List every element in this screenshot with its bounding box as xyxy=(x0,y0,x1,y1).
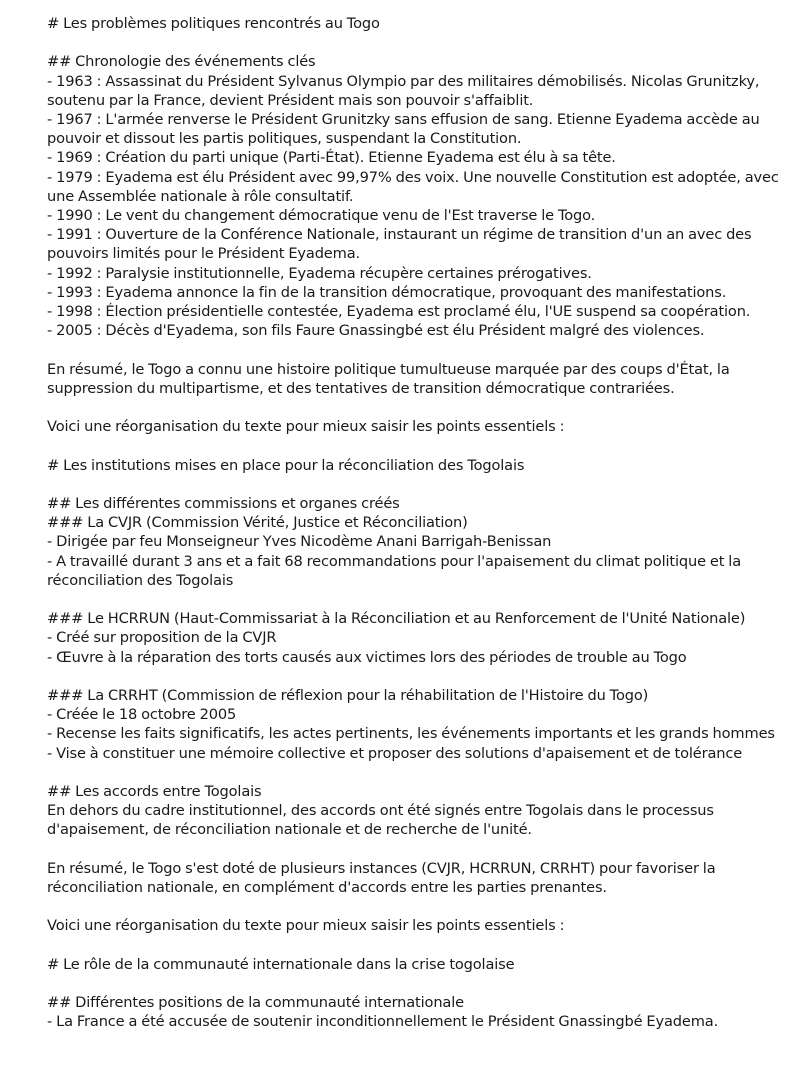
text-line: - Recense les faits significatifs, les actes pertinents, les événements importants et les grands hommes xyxy=(47,725,775,743)
text-line: - Créée le 18 octobre 2005 xyxy=(47,706,237,724)
text-line: ## Différentes positions de la communauté internationale xyxy=(47,994,464,1012)
blank-line xyxy=(47,667,787,686)
text-line: En résumé, le Togo a connu une histoire politique tumultueuse marquée par des coups d'État, la suppression du multipartisme, et des tentatives de transition démocratique contrariées. xyxy=(47,360,734,397)
blank-line xyxy=(47,475,787,494)
text-line: # Le rôle de la communauté internationale dans la crise togolaise xyxy=(47,955,515,973)
text-line: - 1979 : Eyadema est élu Président avec 99,97% des voix. Une nouvelle Constitution est adoptée, avec une Assemblée nationale à rôle consultatif. xyxy=(47,168,783,205)
text-line: - 1969 : Création du parti unique (Parti-État). Etienne Eyadema est élu à sa tête. xyxy=(47,149,616,167)
text-line: ### La CVJR (Commission Vérité, Justice et Réconciliation) xyxy=(47,514,468,532)
blank-line xyxy=(47,974,787,993)
blank-line xyxy=(47,340,787,359)
text-line: - Œuvre à la réparation des torts causés aux victimes lors des périodes de trouble au Togo xyxy=(47,648,687,666)
text-line: - A travaillé durant 3 ans et a fait 68 recommandations pour l'apaisement du climat politique et la réconciliation des Togolais xyxy=(47,552,745,589)
text-line: - Vise à constituer une mémoire collective et proposer des solutions d'apaisement et de tolérance xyxy=(47,744,743,762)
blank-line xyxy=(47,590,787,609)
text-line: - 2005 : Décès d'Eyadema, son fils Faure Gnassingbé est élu Président malgré des violences. xyxy=(47,322,705,340)
text-line: En résumé, le Togo s'est doté de plusieurs instances (CVJR, HCRRUN, CRRHT) pour favoriser la réconciliation nationale, en complément d'accords entre les parties prenantes. xyxy=(47,859,720,896)
blank-line xyxy=(47,840,787,859)
text-line: ### Le HCRRUN (Haut-Commissariat à la Réconciliation et au Renforcement de l'Unité Nationale) xyxy=(47,610,746,628)
text-line: - Créé sur proposition de la CVJR xyxy=(47,629,277,647)
text-line: ### La CRRHT (Commission de réflexion pour la réhabilitation de l'Histoire du Togo) xyxy=(47,687,649,704)
text-line: - 1967 : L'armée renverse le Président Grunitzky sans effusion de sang. Etienne Eyadema accède au pouvoir et dissout les partis politiques, suspendant la Constitution. xyxy=(47,111,764,148)
document-text xyxy=(47,14,787,1032)
text-line: - 1998 : Élection présidentielle contestée, Eyadema est proclamé élu, l'UE suspend sa coopération. xyxy=(47,303,751,321)
blank-line xyxy=(47,33,787,52)
text-line: - 1991 : Ouverture de la Conférence Nationale, instaurant un régime de transition d'un an avec des pouvoirs limités pour le Président Eyadema. xyxy=(47,226,756,263)
text-line: - Dirigée par feu Monseigneur Yves Nicodème Anani Barrigah-Benissan xyxy=(47,533,552,551)
text-line: - La France a été accusée de soutenir inconditionnellement le Président Gnassingbé Eyadema. xyxy=(47,1013,719,1031)
text-line: ## Chronologie des événements clés xyxy=(47,53,316,71)
text-line: ## Les accords entre Togolais xyxy=(47,783,262,800)
text-line: ## Les différentes commissions et organes créés xyxy=(47,495,400,512)
text-line: - 1963 : Assassinat du Président Sylvanus Olympio par des militaires démobilisés. Nicolas Grunitzky, soutenu par la France, devient Président mais son pouvoir s'affaiblit. xyxy=(47,72,764,109)
blank-line xyxy=(47,936,787,955)
text-line: - 1990 : Le vent du changement démocratique venu de l'Est traverse le Togo. xyxy=(47,207,596,225)
blank-line xyxy=(47,763,787,782)
text-line: # Les problèmes politiques rencontrés au Togo xyxy=(47,15,380,32)
text-line: Voici une réorganisation du texte pour mieux saisir les points essentiels : xyxy=(47,418,565,436)
blank-line xyxy=(47,398,787,417)
blank-line xyxy=(47,897,787,916)
text-line: - 1993 : Eyadema annonce la fin de la transition démocratique, provoquant des manifestations. xyxy=(47,283,727,301)
blank-line xyxy=(47,436,787,455)
text-line: Voici une réorganisation du texte pour mieux saisir les points essentiels : xyxy=(47,917,565,935)
text-line: # Les institutions mises en place pour la réconciliation des Togolais xyxy=(47,456,525,474)
text-line: - 1992 : Paralysie institutionnelle, Eyadema récupère certaines prérogatives. xyxy=(47,264,592,282)
text-line: En dehors du cadre institutionnel, des accords ont été signés entre Togolais dans le processus d'apaisement, de réconciliation nationale et de recherche de l'unité. xyxy=(47,802,718,839)
